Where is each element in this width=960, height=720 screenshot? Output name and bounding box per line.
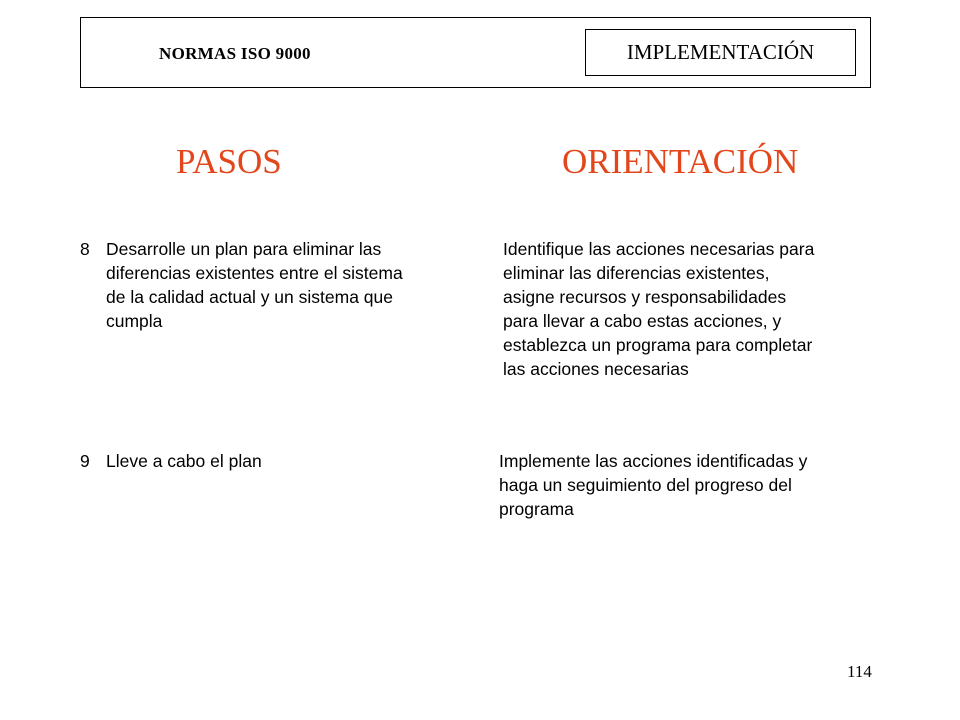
step-number: 8 [80,239,90,259]
document-title: NORMAS ISO 9000 [159,44,311,63]
step-number: 9 [80,451,90,471]
header-box [80,17,871,88]
step-text: Desarrolle un plan para eliminar las diferencias existentes entre el sistema de la calidad actual y un sistema que cumpla [106,239,403,331]
step-text: Lleve a cabo el plan [106,451,262,471]
guidance-text: Identifique las acciones necesarias para eliminar las diferencias existentes, asigne recursos y responsabilidades para llevar a cabo estas acciones, y establezca un programa para completar las acciones necesarias [503,239,815,379]
column-heading-guidance: ORIENTACIÓN [562,142,799,181]
guidance-text: Implemente las acciones identificadas y haga un seguimiento del progreso del programa [499,451,808,519]
section-label: IMPLEMENTACIÓN [626,40,815,64]
section-label-box [585,29,856,76]
column-heading-steps: PASOS [176,142,282,181]
page-number: 114 [847,662,872,681]
